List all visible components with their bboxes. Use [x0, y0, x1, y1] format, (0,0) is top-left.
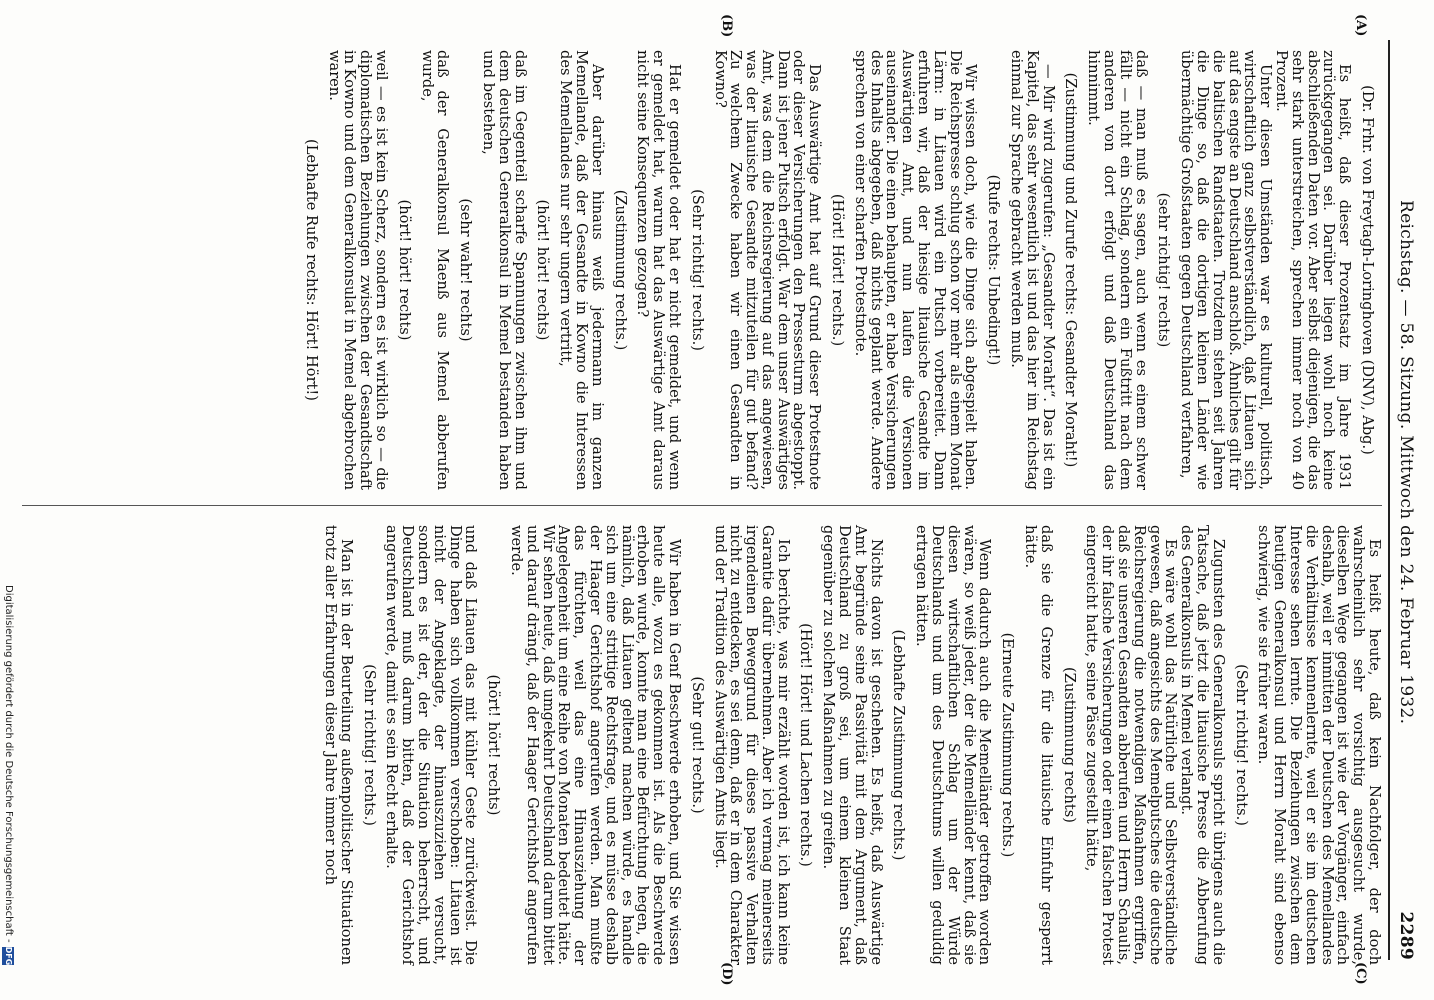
paragraph: Man ist in der Beurteilung außenpolitischer Situationen trotz aller Erfahrungen dieser Jahre immer noch [321, 525, 355, 965]
interjection: (Sehr richtig! rechts.) [1232, 664, 1250, 826]
interjection: (Hört! Hört! rechts.) [829, 193, 847, 347]
interjection: (hört! hört! rechts) [534, 199, 552, 341]
paragraph: daß — man muß es sagen, auch wenn es einem schwer fällt — nicht ein Schlag, sondern ein Fußtritt nach dem anderen von dort erfolgt und daß Deutschland das hinnimmt. [1085, 50, 1150, 490]
paragraph: und daß Litauen das mit kühler Geste zurückweist. Die Dinge haben sich vollkommen verschoben: Litauen ist nicht der Angeklagte, der hinauszuziehen versucht, sondern es ist der, der die Situation beherrscht, und Deutschland muß darum bitten, daß der Gerichtshof angerufen werde, damit es sein Recht erhalte. [383, 525, 480, 965]
dfg-logo-icon: DFG [4, 946, 13, 966]
paragraph: Wir haben in Genf Beschwerde erhoben, und Sie wissen heute alle, wozu es gekommen ist. Als die Beschwerde erhoben wurde, konnte man eine Befürchtung hegen, die nämlich, daß Litauen geltend machen würde, es handle sich um eine strittige Rechtsfrage, und es müsse deshalb der Haager Gerichtshof angerufen werden. Man mußte das fürchten, weil das eine Hinausziehung der Angelegenheit um eine Reihe von Monaten bedeutet hätte. Wir sehen heute, daß umgekehrt Deutschland darum bittet und darauf drängt, daß der Haager Gerichtshof angerufen werde. [507, 525, 683, 965]
interjection: (hört! hört! rechts) [485, 674, 503, 816]
interjection: (Sehr richtig! rechts.) [360, 664, 378, 826]
left-column [296, 50, 1382, 490]
digitization-notice [0, 585, 16, 1000]
interjection: (sehr wahr! rechts) [457, 198, 475, 342]
interjection: (Hört! Hört! und Lachen rechts.) [797, 623, 815, 867]
margin-marker-c: (C) [1353, 962, 1368, 985]
margin-marker-b: (B) [719, 14, 734, 38]
interjection: (Rufe rechts: Unbedingt!) [985, 174, 1003, 366]
interjection: (sehr richtig! rechts) [1155, 192, 1173, 348]
interjection: (Zustimmung rechts.) [611, 189, 629, 351]
page-header [1388, 40, 1420, 960]
margin-marker-d: (D) [719, 962, 734, 986]
page-number: 2289 [1396, 911, 1416, 960]
paragraph: Unter diesen Umständen war es kulturell, politisch, wirtschaftlich ganz selbstverständlich, daß Litauen sich auf das engste an Deutschland anschloß. Ähnliches gilt für die baltischen Randstaaten. Trotzdem stehen seit Jahren die Dinge so, daß die dortigen kleinen Länder wie übermächtige Großstaaten gegen Deutschland verfahren, [1178, 50, 1275, 490]
paragraph: Hat er gemeldet oder hat er nicht gemeldet, und wenn er gemeldet hat, warum hat das Auswärtige Amt daraus nicht seine Konsequenzen gezogen? [634, 50, 683, 490]
paragraph: Nichts davon ist geschehen. Es heißt, daß Auswärtige Amt begründe seine Passivität mit dem Argument, daß Deutschland zu groß sei, um einem kleinen Staat gegenüber zu solchen Maßnahmen zu greifen. [820, 525, 885, 965]
paragraph: Es heißt, daß dieser Prozentsatz im Jahre 1931 zurückgegangen sei. Darüber liegen wohl noch keine abschließenden Daten vor. Aber selbst diejenigen, die das sehr stark unterstreichen, sprechen immer noch von 40 Prozent. [1273, 50, 1354, 490]
paragraph: — Mir wird zugerufen: „Gesandter Moraht“. Das ist ein Kapitel, das sehr wesentlich ist und das hier im Reichstag einmal zur Sprache gebracht werden muß. [1008, 50, 1057, 490]
interjection: (Sehr richtig! rechts.) [688, 189, 706, 351]
interjection: (Zustimmung und Zurufe rechts: Gesandter Moraht!) [1062, 72, 1080, 468]
interjection: (hört! hört! rechts) [395, 199, 413, 341]
paragraph: Es wäre wohl das Natürliche und Selbstverständliche gewesen, daß angesichts des Memelputsches die deutsche Reichsregierung die notwendigen Maßnahmen ergriffen, daß sie unseren Gesandten abberufen und Herrn Schaulis, der ihr falsche Versicherungen oder einen falschen Protest eingereicht hatte, seine Pässe zugestellt hätte, [1083, 525, 1180, 965]
column-divider [22, 505, 1382, 506]
interjection: (Sehr gut! rechts.) [688, 676, 706, 814]
margin-marker-a: (A) [1353, 14, 1368, 37]
paragraph: Wenn dadurch auch die Memelländer getroffen worden wären, so weiß jeder, der die Memelländer kennt, daß sie diesen wirtschaftlichen Schlag um der Würde Deutschlands und um des Deutschtums willen geduldig ertragen hätten. [913, 525, 994, 965]
paragraph: Es heißt heute, daß kein Nachfolger, der doch wahrscheinlich sehr vorsichtig ausgesucht wurde, dieselben Wege gegangen ist wie der Vorgänger, einfach deshalb, weil er inmitten der Deutschen des Memellandes die Verhältnisse kennenlernte, weil er sie im deutschen Interesse sehen lernte. Die Beziehungen zwischen dem heutigen Generalkonsul und Herrn Moraht sind ebenso schwierig, wie sie früher waren. [1255, 525, 1383, 965]
paragraph: daß im Gegenteil scharfe Spannungen zwischen ihm und dem deutschen Generalkonsul in Memel bestanden haben und bestehen, [479, 50, 529, 490]
speaker-line: (Dr. Frhr. von Freytagh-Loringhoven (DNV), Abg.) [1359, 85, 1376, 455]
paragraph: Ich berichte, was mir erzählt worden ist, ich kann keine Garantie dafür übernehmen. Aber ich vermag meinerseits irgendeinen Beweggrund für dieses passive Verhalten nicht zu entdecken, es sei denn, daß er in dem Charakter und der Tradition des Auswärtigen Amts liegt. [711, 525, 792, 965]
paragraph: daß sie die Grenze für die litauische Einfuhr gesperrt hätte. [1022, 525, 1055, 965]
interjection: (Erneute Zustimmung rechts.) [999, 632, 1017, 858]
paragraph: Aber darüber hinaus weiß jedermann im ganzen Memellande, daß der Gesandte in Kowno die Interessen des Memellandes nur sehr ungern vertritt, [557, 50, 606, 490]
digitization-notice-text: Digitalisierung gefördert durch die Deutsche Forschungsgemeinschaft - [3, 585, 14, 943]
running-title: Reichstag. — 58. Sitzung. Mittwoch den 24. Februar 1932. [1396, 200, 1416, 725]
interjection: (Lebhafte Zustimmung rechts.) [890, 629, 908, 861]
interjection: (Zustimmung rechts) [1060, 667, 1078, 823]
paragraph: daß der Generalkonsul Maenß aus Memel abberufen wurde, [418, 50, 452, 490]
paragraph: Das Auswärtige Amt hat auf Grund dieser Protestnote oder dieser Versicherungen den Pressesturm abgestoppt. Dann ist jener Putsch erfolgt. War dem unser Auswärtiges Amt, was dem die Reichsregierung auf das angewiesen, was der litauische Gesandte mitzuteilen für gut befand? Zu welchem Zwecke haben wir einen Gesandten in Kowno? [711, 50, 824, 490]
paragraph: Zugunsten des Generalkonsuls spricht übrigens auch die Tatsache, daß jetzt die litauische Presse die Abberufung des Generalkonsuls in Memel verlangt. [1178, 525, 1227, 965]
paragraph: weil — es ist kein Scherz, sondern es ist wirklich so — die diplomatischen Beziehungen zwischen der Gesandtschaft in Kowno und dem Generalkonsulat in Memel abgebrochen waren. [325, 50, 390, 490]
interjection: (Lebhafte Rufe rechts: Hört! Hört!) [302, 139, 320, 401]
paragraph: Wir wissen doch, wie die Dinge sich abgespielt haben. Die Reichspresse schlug schon vor mehr als einem Monat Lärm: in Litauen wird ein Putsch vorbereitet. Dann erfuhren wir, daß der hiesige litauische Gesandte im Auswärtigen Amt, und nun laufen die Versionen auseinander. Die einen behaupten, er habe Versicherungen des Inhalts abgegeben, daß nichts geplant werde. Andere sprechen von einer scharfen Protestnote. [851, 50, 980, 490]
right-column [322, 525, 1382, 965]
